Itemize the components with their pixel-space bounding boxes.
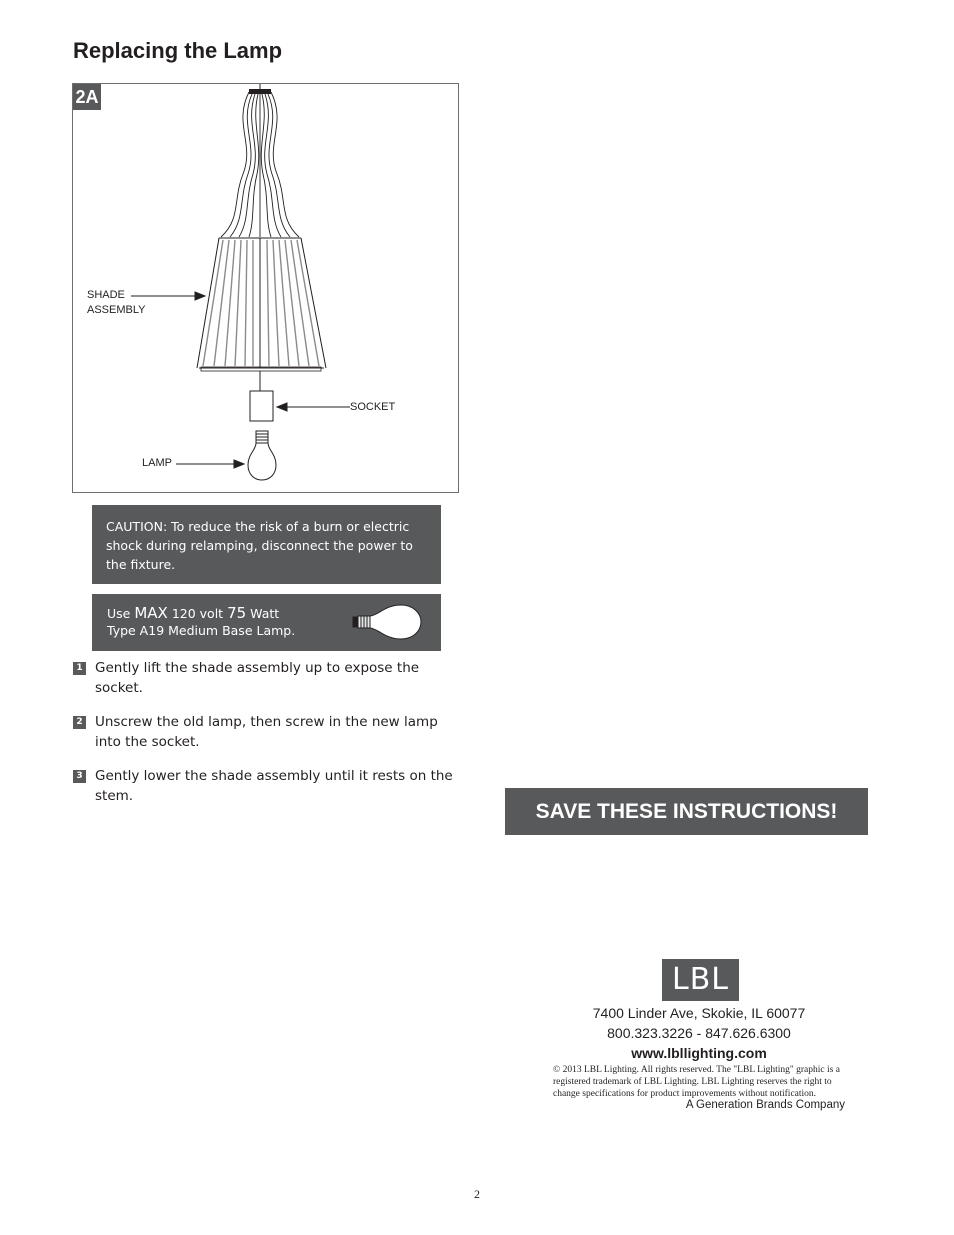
step-item <box>73 712 463 752</box>
shade-callout-line1: SHADE <box>87 289 125 301</box>
socket-callout: SOCKET <box>350 401 396 413</box>
lbl-logo: LBL <box>662 959 739 1001</box>
company-website[interactable]: www.lbllighting.com <box>631 1045 767 1061</box>
save-instructions-banner: SAVE THESE INSTRUCTIONS! <box>505 788 868 835</box>
lamp-spec-watt: Watt <box>250 606 280 621</box>
company-address: 7400 Linder Ave, Skokie, IL 60077 <box>592 1005 806 1021</box>
step-text: Unscrew the old lamp, then screw in the new lamp into the socket. <box>95 714 438 750</box>
step-text: Gently lift the shade assembly up to expose the socket. <box>95 660 420 696</box>
caution-box: CAUTION: To reduce the risk of a burn or electric shock during relamping, disconnect the power to the fixture. <box>92 505 441 584</box>
lamp-spec-line2: Type A19 Medium Base Lamp. <box>107 623 296 638</box>
step-number: 2 <box>73 716 86 729</box>
lamp-spec-use: Use <box>107 606 131 621</box>
step-item <box>73 658 463 698</box>
company-phones: 800.323.3226 - 847.626.6300 <box>607 1025 791 1041</box>
lamp-spec-volt: 120 volt <box>171 606 224 621</box>
lamp-callout: LAMP <box>142 457 172 469</box>
step-text: Gently lower the shade assembly until it rests on the stem. <box>95 768 453 804</box>
step-number: 1 <box>73 662 86 675</box>
page-title: Replacing the Lamp <box>73 38 283 63</box>
figure-2a <box>72 83 459 493</box>
lamp-spec-watt-num: 75 <box>227 604 247 622</box>
figure-tag: 2A <box>73 84 103 112</box>
shade-callout-line2: ASSEMBLY <box>87 304 146 316</box>
steps-list <box>73 658 463 820</box>
step-item <box>73 766 463 806</box>
parent-company: A Generation Brands Company <box>685 1099 845 1111</box>
lamp-spec-box <box>92 594 441 651</box>
shade-assembly-callout <box>87 288 146 318</box>
page-number: 2 <box>474 1187 480 1201</box>
lamp-bulb-icon <box>351 601 423 645</box>
lamp-spec-max: MAX <box>134 604 168 622</box>
copyright-notice: © 2013 LBL Lighting. All rights reserved. The "LBL Lighting" graphic is a registered trademark of LBL Lighting. LBL Lighting reserves the right to change specifications for product improvements without notification. <box>553 1065 840 1099</box>
step-number: 3 <box>73 770 86 783</box>
